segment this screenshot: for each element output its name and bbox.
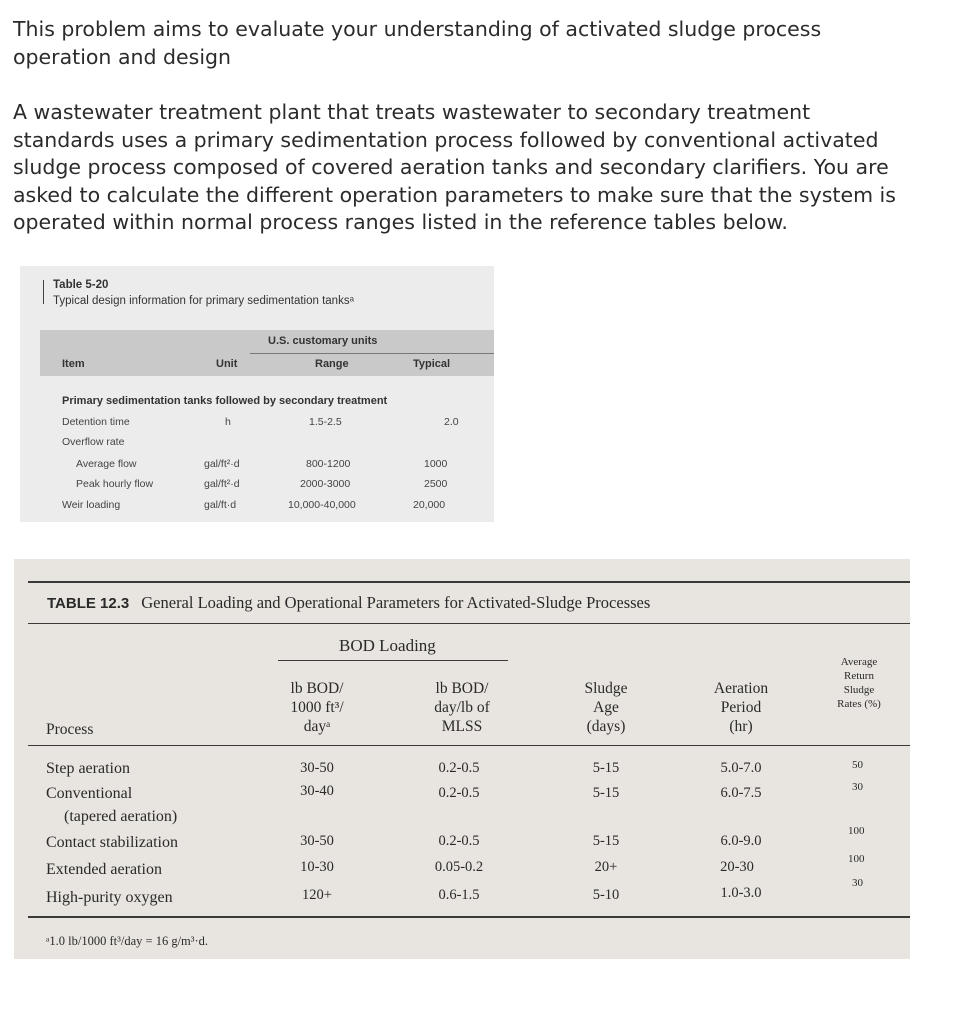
group-underline bbox=[278, 660, 508, 661]
cell-aeration-period: 6.0-7.5 bbox=[720, 785, 762, 801]
cell-unit: gal/ft²·d bbox=[204, 478, 240, 490]
intro-line: sludge process composed of covered aeration tanks and secondary clarifiers. You are bbox=[13, 155, 889, 179]
column-header-return-sludge bbox=[826, 655, 892, 711]
table-header bbox=[40, 330, 494, 376]
cell-sludge-age: 5-10 bbox=[592, 887, 620, 903]
row-process: Contact stabilization bbox=[46, 834, 178, 851]
table-number: Table 5-20 bbox=[53, 279, 109, 291]
header-item: Item bbox=[62, 358, 85, 370]
header-line: 1000 ft³/ bbox=[290, 699, 344, 716]
column-header-bod-mlss bbox=[412, 679, 512, 736]
column-header-process: Process bbox=[46, 721, 94, 738]
cell-item: Peak hourly flow bbox=[76, 478, 154, 490]
table-title bbox=[47, 593, 650, 613]
cell-bod-volumetric: 120+ bbox=[302, 887, 332, 903]
title-rule bbox=[28, 623, 910, 624]
header-line: (days) bbox=[586, 718, 626, 735]
cell-range: 10,000-40,000 bbox=[288, 499, 356, 511]
header-line: day/lb of bbox=[434, 699, 490, 716]
cell-bod-volumetric: 30-40 bbox=[300, 783, 334, 799]
header-line: dayᵃ bbox=[303, 718, 331, 735]
header-line: lb BOD/ bbox=[290, 680, 344, 697]
header-line: Average bbox=[840, 656, 878, 668]
cell-item: Average flow bbox=[76, 458, 137, 470]
units-header: U.S. customary units bbox=[268, 335, 378, 347]
cell-return-rate: 100 bbox=[848, 825, 865, 837]
caption-rule bbox=[43, 280, 44, 304]
header-line: (hr) bbox=[729, 718, 753, 735]
cell-aeration-period: 1.0-3.0 bbox=[720, 885, 762, 901]
header-line: Sludge bbox=[843, 684, 875, 696]
intro-paragraph-1 bbox=[13, 16, 943, 71]
header-line: Rates (%) bbox=[837, 698, 881, 710]
cell-return-rate: 30 bbox=[852, 877, 863, 889]
header-range: Range bbox=[315, 358, 349, 370]
cell-aeration-period: 6.0-9.0 bbox=[720, 833, 762, 849]
cell-aeration-period: 20-30 bbox=[720, 859, 754, 875]
problem-intro bbox=[13, 16, 943, 237]
section-heading: Primary sedimentation tanks followed by secondary treatment bbox=[62, 395, 388, 407]
cell-range: 800-1200 bbox=[306, 458, 351, 470]
header-line: lb BOD/ bbox=[435, 680, 489, 697]
header-line: Period bbox=[720, 699, 762, 716]
cell-bod-mlss: 0.6-1.5 bbox=[438, 887, 480, 903]
cell-unit: gal/ft·d bbox=[204, 499, 237, 511]
top-rule bbox=[28, 581, 910, 583]
row-process: Conventional bbox=[46, 785, 133, 802]
column-header-aeration-period bbox=[696, 679, 786, 736]
table-title-text: General Loading and Operational Parameters for Activated-Sludge Processes bbox=[141, 593, 651, 612]
table-caption: Typical design information for primary sedimentation tanksᵃ bbox=[53, 295, 354, 307]
intro-line: This problem aims to evaluate your understanding of activated sludge process bbox=[13, 17, 822, 41]
intro-line: operation and design bbox=[13, 44, 232, 69]
row-process: Step aeration bbox=[46, 760, 130, 777]
intro-line: asked to calculate the different operation parameters to make sure that the system is bbox=[13, 182, 896, 207]
cell-bod-mlss: 0.2-0.5 bbox=[438, 760, 480, 776]
cell-aeration-period: 5.0-7.0 bbox=[720, 760, 762, 776]
header-line: Sludge bbox=[584, 680, 628, 697]
cell-item: Detention time bbox=[62, 416, 130, 428]
cell-bod-volumetric: 30-50 bbox=[300, 833, 334, 849]
cell-return-rate: 30 bbox=[852, 781, 863, 793]
cell-typical: 20,000 bbox=[413, 499, 446, 511]
header-line: Return bbox=[844, 670, 874, 682]
intro-line: operated within normal process ranges listed in the reference tables below. bbox=[13, 210, 788, 234]
table-5-20-image bbox=[20, 266, 494, 522]
group-header: BOD Loading bbox=[339, 636, 436, 655]
header-rule bbox=[28, 745, 910, 746]
bottom-rule bbox=[28, 916, 910, 918]
cell-bod-mlss: 0.05-0.2 bbox=[434, 859, 484, 875]
header-line: Age bbox=[593, 699, 619, 716]
cell-sludge-age: 5-15 bbox=[592, 785, 620, 801]
cell-range: 2000-3000 bbox=[300, 478, 351, 490]
cell-typical: 2.0 bbox=[444, 416, 459, 428]
cell-unit: gal/ft²·d bbox=[204, 458, 240, 470]
units-underline bbox=[250, 353, 494, 354]
table-12-3-image bbox=[14, 559, 910, 959]
cell-return-rate: 50 bbox=[852, 759, 863, 771]
cell-typical: 1000 bbox=[424, 458, 448, 470]
header-line: MLSS bbox=[441, 718, 483, 735]
column-header-sludge-age bbox=[566, 679, 646, 736]
cell-sludge-age: 20+ bbox=[594, 859, 618, 875]
header-line: Aeration bbox=[713, 680, 769, 697]
cell-unit: h bbox=[225, 416, 231, 428]
header-typical: Typical bbox=[413, 358, 451, 370]
cell-bod-volumetric: 10-30 bbox=[300, 859, 334, 875]
cell-return-rate: 100 bbox=[848, 853, 865, 865]
cell-typical: 2500 bbox=[424, 478, 448, 490]
intro-line: A wastewater treatment plant that treats wastewater to secondary treatment bbox=[13, 100, 811, 124]
cell-range: 1.5-2.5 bbox=[309, 416, 342, 428]
table-number: TABLE 12.3 bbox=[47, 595, 130, 612]
cell-sludge-age: 5-15 bbox=[592, 760, 620, 776]
table-footnote: ᵃ1.0 lb/1000 ft³/day = 16 g/m³·d. bbox=[46, 934, 209, 948]
column-header-bod-volumetric bbox=[272, 679, 362, 736]
cell-sludge-age: 5-15 bbox=[592, 833, 620, 849]
cell-item: Overflow rate bbox=[62, 436, 125, 448]
cell-bod-mlss: 0.2-0.5 bbox=[438, 785, 480, 801]
intro-paragraph-2 bbox=[13, 99, 943, 237]
cell-item: Weir loading bbox=[62, 499, 121, 511]
row-process: Extended aeration bbox=[46, 861, 162, 878]
cell-bod-mlss: 0.2-0.5 bbox=[438, 833, 480, 849]
intro-line: standards uses a primary sedimentation process followed by conventional activated bbox=[13, 127, 879, 152]
row-process: High-purity oxygen bbox=[46, 889, 173, 906]
header-unit: Unit bbox=[216, 358, 238, 370]
cell-bod-volumetric: 30-50 bbox=[300, 760, 334, 776]
row-process-subtitle: (tapered aeration) bbox=[64, 808, 178, 825]
